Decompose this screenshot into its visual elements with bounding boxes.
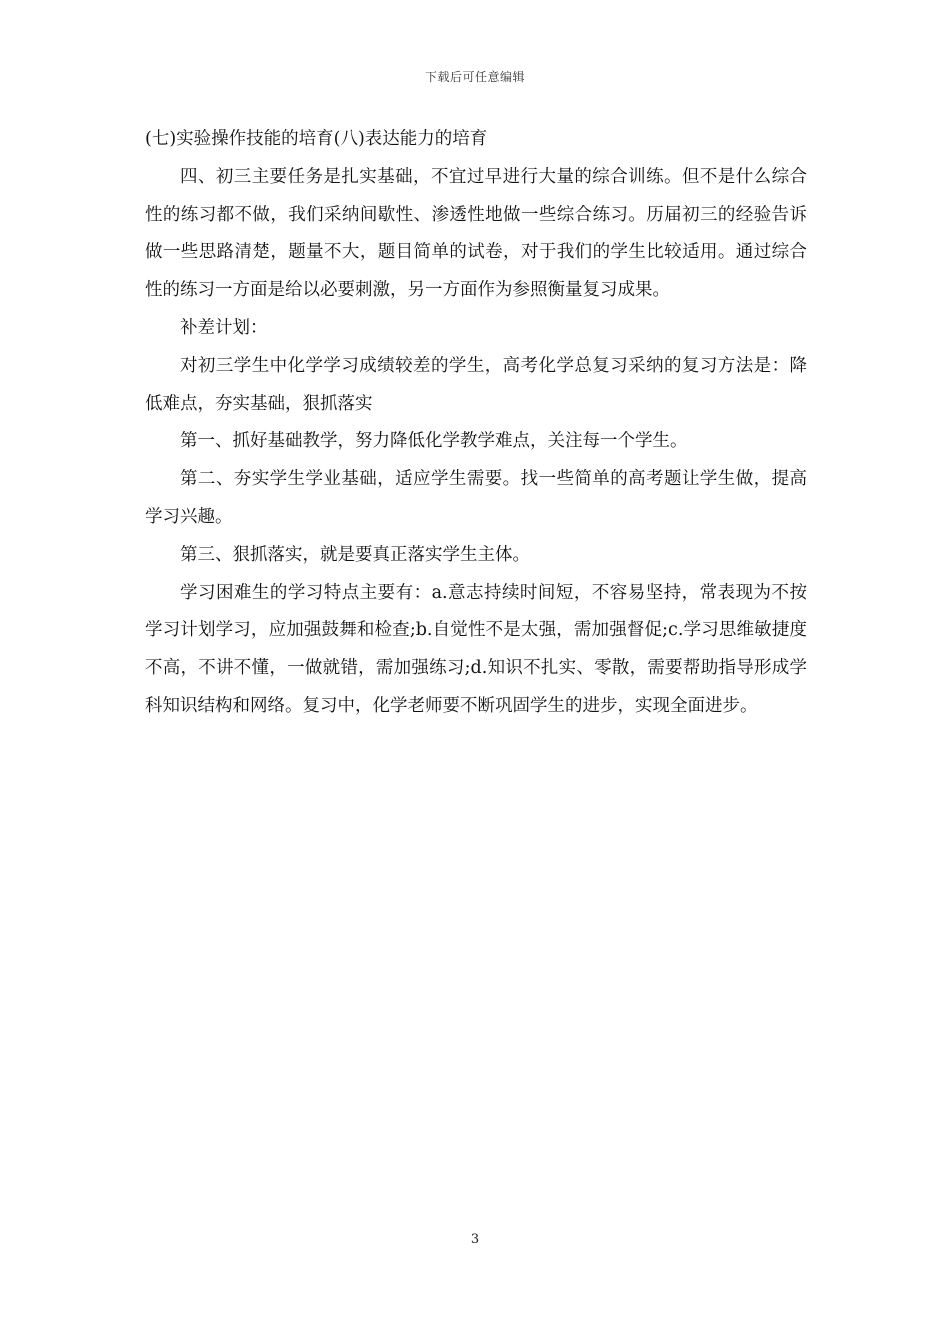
paragraph-1: (七)实验操作技能的培育(八)表达能力的培育 — [145, 129, 488, 149]
paragraph-3: 补差计划： — [180, 317, 268, 338]
paragraph-2: 四、初三主要任务是扎实基础，不宜过早进行大量的综合训练。但不是什么综合性的练习都不做，我们采纳间歇性、渗透性地做一些综合练习。历届初三的经验告诉做一些思路清楚，题量不大，题目简单的试卷，对于我们的学生比较适用。通过综合性的练习一方面是给以必要刺激，另一方面作为参照衡量复习成果。 — [145, 166, 807, 301]
paragraph-7: 第三、狠抓落实，就是要真正落实学生主体。 — [180, 544, 530, 565]
page-header: 下载后可任意编辑 — [424, 70, 525, 84]
paragraph-6: 第二、夯实学生学业基础，适应学生需要。找一些简单的高考题让学生做，提高学习兴趣。 — [145, 469, 807, 527]
document-body — [145, 121, 807, 726]
paragraph-5: 第一、抓好基础教学，努力降低化学教学难点，关注每一个学生。 — [180, 431, 688, 452]
paragraph-4: 对初三学生中化学学习成绩较差的学生，高考化学总复习采纳的复习方法是：降低难点，夯实基础，狠抓落实 — [145, 355, 807, 414]
paragraph-8: 学习困难生的学习特点主要有：a.意志持续时间短，不容易坚持，常表现为不按学习计划学习，应加强鼓舞和检查;b.自觉性不是太强，需加强督促;c.学习思维敏捷度不高，不讲不懂，一做就错，需加强练习;d.知识不扎实、零散，需要帮助指导形成学科知识结构和网络。复习中，化学老师要不断巩固学生的进步，实现全面进步。 — [145, 582, 807, 716]
page-number: 3 — [470, 1232, 480, 1247]
